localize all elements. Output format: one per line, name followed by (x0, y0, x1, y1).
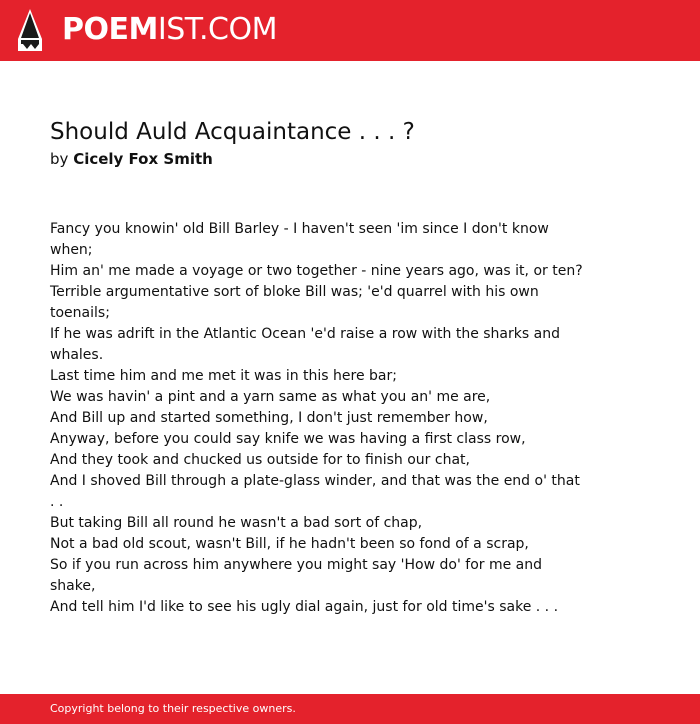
poem-line: If he was adrift in the Atlantic Ocean 'e'd raise a row with the sharks and whales. (50, 326, 560, 363)
poem-line: We was havin' a pint and a yarn same as what you an' me are, (50, 389, 491, 405)
poem-line: And tell him I'd like to see his ugly dial again, just for old time's sake . . . (50, 599, 559, 615)
author-name[interactable]: Cicely Fox Smith (73, 150, 213, 168)
poem-line: So if you run across him anywhere you might say 'How do' for me and shake, (50, 557, 543, 594)
poem-line: Last time him and me met it was in this here bar; (50, 368, 397, 384)
poem-line: And they took and chucked us outside for to finish our chat, (50, 452, 470, 468)
poem-line: Anyway, before you could say knife we was having a first class row, (50, 431, 526, 447)
poem-line: But taking Bill all round he wasn't a bad sort of chap, (50, 515, 423, 531)
copyright-text: Copyright belong to their respective owners. (50, 702, 296, 715)
poem-line: Terrible argumentative sort of bloke Bill was; 'e'd quarrel with his own toenails; (50, 284, 539, 321)
poem-body (50, 219, 585, 618)
poem-title: Should Auld Acquaintance . . . ? (50, 119, 415, 145)
poem-line: And Bill up and started something, I don't just remember how, (50, 410, 488, 426)
site-logo-text[interactable] (62, 12, 277, 48)
brand-strong: POEM (62, 12, 158, 47)
byline-prefix: by (50, 150, 69, 168)
pen-nib-icon[interactable] (17, 9, 43, 51)
poem-line: Fancy you knowin' old Bill Barley - I haven't seen 'im since I don't know when; (50, 221, 549, 258)
site-footer (0, 694, 700, 724)
poem-line: Him an' me made a voyage or two together - nine years ago, was it, or ten? (50, 263, 583, 279)
site-header (0, 0, 700, 61)
poem-line: And I shoved Bill through a plate-glass winder, and that was the end o' that . . (50, 473, 580, 510)
brand-light: IST.COM (157, 12, 277, 47)
poem-line: Not a bad old scout, wasn't Bill, if he hadn't been so fond of a scrap, (50, 536, 529, 552)
poem-byline (50, 149, 213, 169)
